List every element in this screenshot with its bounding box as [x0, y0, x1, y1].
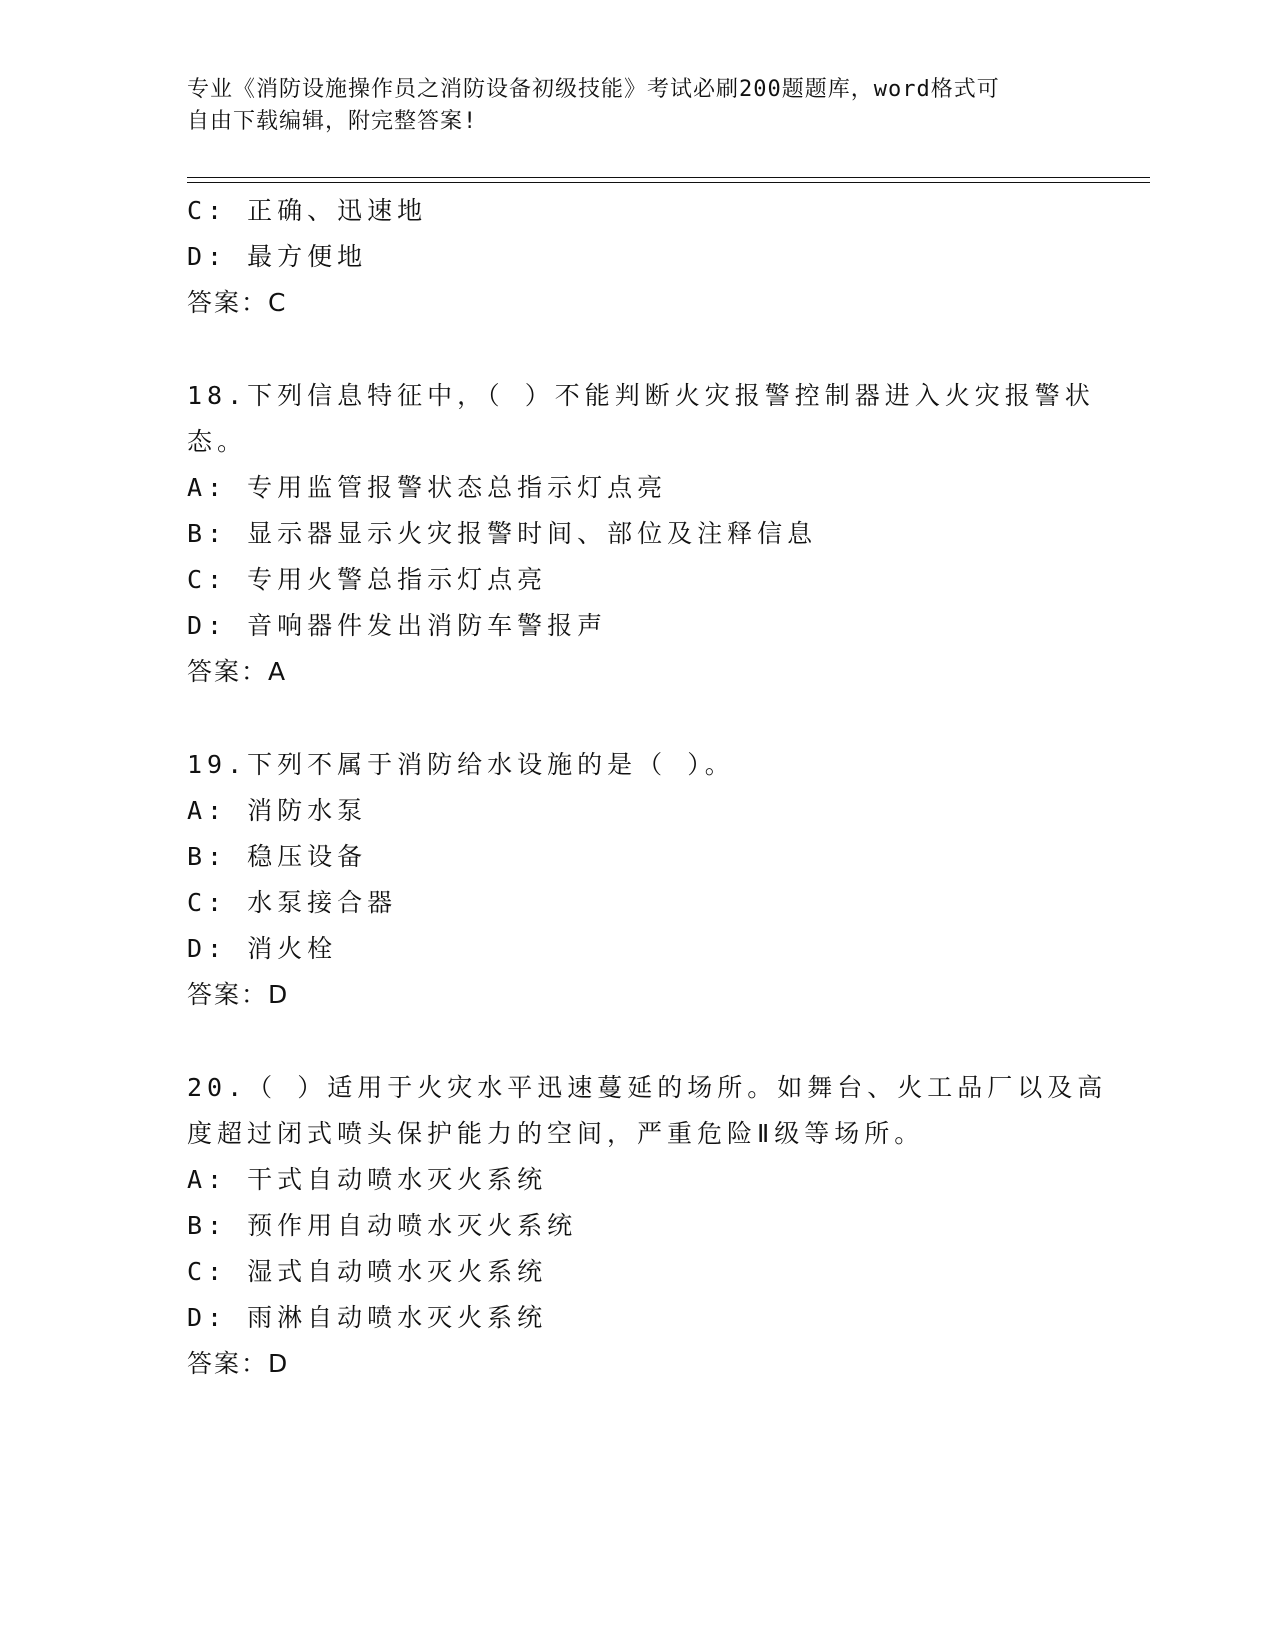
option-b: B: 稳压设备 [187, 842, 368, 871]
option-a: A: 专用监管报警状态总指示灯点亮 [187, 473, 668, 502]
answer: 答案：D [187, 980, 290, 1009]
document-body [187, 188, 1108, 1387]
question-text: 20.（ ）适用于火灾水平迅速蔓延的场所。如舞台、火工品厂以及高 [187, 1073, 1108, 1102]
header-divider-bottom [187, 182, 1150, 183]
option-c: C: 湿式自动喷水灭火系统 [187, 1257, 548, 1286]
header-divider-top [187, 177, 1150, 178]
option-c: C: 正确、迅速地 [187, 196, 428, 225]
option-d: D: 雨淋自动喷水灭火系统 [187, 1303, 548, 1332]
question-19 [187, 742, 1087, 1018]
option-c: C: 专用火警总指示灯点亮 [187, 565, 548, 594]
question-text: 19.下列不属于消防给水设施的是（ ）。 [187, 750, 735, 779]
answer: 答案：A [187, 657, 288, 686]
option-d: D: 消火栓 [187, 934, 338, 963]
option-a: A: 消防水泵 [187, 796, 368, 825]
question-text-continued: 度超过闭式喷头保护能力的空间，严重危险Ⅱ级等场所。 [187, 1119, 925, 1148]
question-text-continued: 态。 [187, 427, 248, 456]
answer: 答案：C [187, 288, 288, 317]
question-20 [187, 1065, 1108, 1387]
option-d: D: 音响器件发出消防车警报声 [187, 611, 608, 640]
spacer [187, 326, 1087, 373]
spacer [187, 695, 1087, 742]
header-line-2: 自由下载编辑，附完整答案! [187, 109, 478, 134]
question-text: 18.下列信息特征中，（ ）不能判断火灾报警控制器进入火灾报警状 [187, 381, 1095, 410]
question-17-continuation [187, 188, 1087, 326]
option-a: A: 干式自动喷水灭火系统 [187, 1165, 548, 1194]
spacer [187, 1018, 1087, 1065]
page-header [187, 74, 1087, 138]
option-d: D: 最方便地 [187, 242, 368, 271]
option-b: B: 预作用自动喷水灭火系统 [187, 1211, 578, 1240]
option-c: C: 水泵接合器 [187, 888, 398, 917]
answer: 答案：D [187, 1349, 290, 1378]
option-b: B: 显示器显示火灾报警时间、部位及注释信息 [187, 519, 818, 548]
header-line-1: 专业《消防设施操作员之消防设备初级技能》考试必刷200题题库，word格式可 [187, 77, 1000, 102]
question-18 [187, 373, 1095, 695]
